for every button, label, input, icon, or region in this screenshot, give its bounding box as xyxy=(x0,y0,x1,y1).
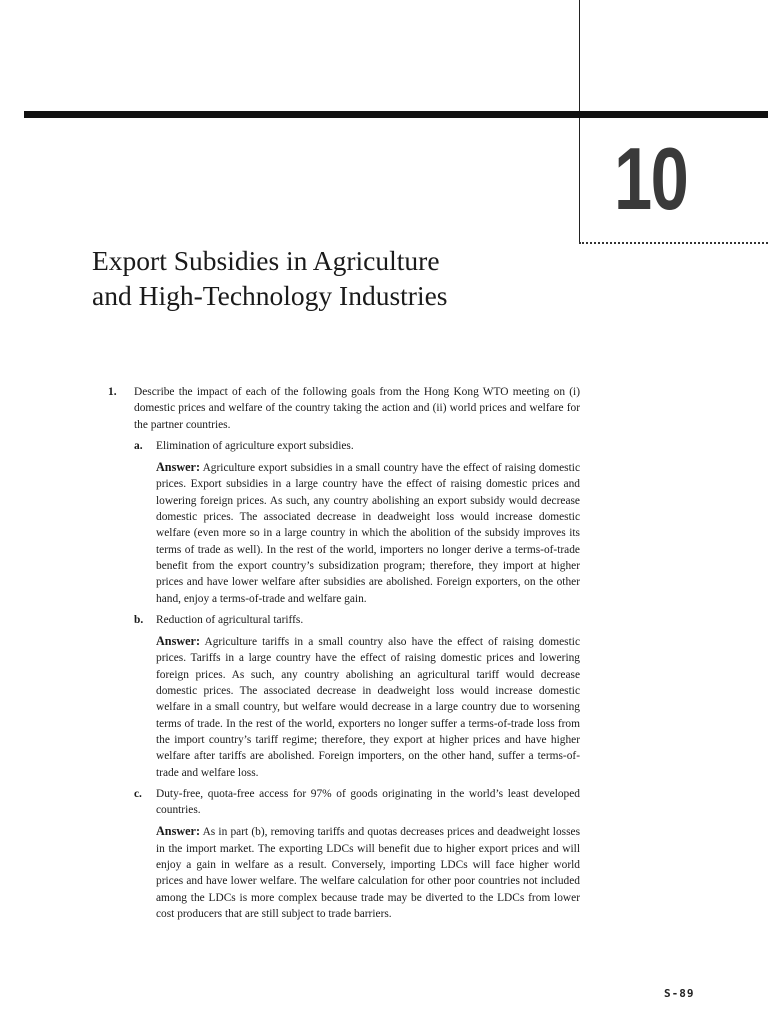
part-c-answer xyxy=(108,823,580,922)
part-b-prompt xyxy=(108,612,580,628)
part-c-text: Duty-free, quota-free access for 97% of goods originating in the world’s least developed countries. xyxy=(156,787,580,817)
part-b-text: Reduction of agricultural tariffs. xyxy=(156,613,304,626)
part-c-answer-text: As in part (b), removing tariffs and quotas decreases prices and deadweight losses in the import market. The exporting LDCs will benefit due to higher export prices and will enjoy a gain in welfare as a result. Conversely, importing LDCs will face higher world prices and have lower welfare. The welfare calculation for other poor countries not included among the LDCs is more complex because trade may be diverted to the LDCs from lower cost producers that are still subject to trade barriers. xyxy=(156,826,580,920)
header-vertical-rule xyxy=(579,0,580,243)
chapter-title xyxy=(92,243,562,313)
part-a-prompt xyxy=(108,438,580,454)
part-c-prompt xyxy=(108,786,580,819)
part-b-answer-text: Agriculture tariffs in a small country also have the effect of raising domestic prices. Tariffs in a large country have the effect of raising domestic prices and lowering foreign prices. As such, any country abolishing an agricultural tariff would decrease domestic prices. The associated decrease in deadweight loss would increase domestic welfare in a small country, but welfare would decrease in a large country due to worsening terms of trade. In the rest of the world, exporters no longer suffer a terms-of-trade loss from the import country’s tariff regime; therefore, they export at higher prices and have higher welfare after tariffs are abolished. Foreign importers, on the other hand, suffer a terms-of-trade and welfare loss. xyxy=(156,636,580,779)
part-b-answer-label: Answer: xyxy=(156,634,201,649)
part-c-answer-label: Answer: xyxy=(156,824,201,839)
question-prompt xyxy=(108,384,580,433)
part-a-answer-label: Answer: xyxy=(156,460,201,475)
page-number: S-89 xyxy=(664,987,695,1000)
question-text: Describe the impact of each of the following goals from the Hong Kong WTO meeting on (i) domestic prices and welfare of the country taking the action and (ii) world prices and welfare for the partner countries. xyxy=(134,386,580,431)
chapter-number-dotted-rule xyxy=(579,242,768,244)
part-c-letter: c. xyxy=(134,787,142,800)
part-b-letter: b. xyxy=(134,613,144,626)
question-number: 1. xyxy=(108,386,117,398)
chapter-number: 10 xyxy=(614,129,688,228)
part-a-letter: a. xyxy=(134,439,143,452)
part-a-answer xyxy=(108,459,580,607)
question-block xyxy=(108,384,580,922)
header-horizontal-bar xyxy=(24,111,768,118)
part-a-answer-text: Agriculture export subsidies in a small country have the effect of raising domestic prices. Export subsidies in a large country have the effect of raising domestic prices and lowering foreign prices. As such, any country abolishing an export subsidy would decrease domestic prices. The associated decrease in deadweight loss would increase domestic welfare (even more so in a large country in which the abolition of the subsidy improves its terms of trade as well). In the rest of the world, importers no longer derive a terms-of-trade benefit from the export country’s subsidization program; therefore, they import at higher prices and have lower welfare after subsidies are abolished. Foreign exporters, on the other hand, enjoy a terms-of-trade and welfare gain. xyxy=(156,462,581,605)
part-b-answer xyxy=(108,633,580,781)
part-a-text: Elimination of agriculture export subsidies. xyxy=(156,439,354,452)
chapter-title-line-1: Export Subsidies in Agriculture xyxy=(92,245,440,276)
chapter-title-line-2: and High-Technology Industries xyxy=(92,280,448,311)
